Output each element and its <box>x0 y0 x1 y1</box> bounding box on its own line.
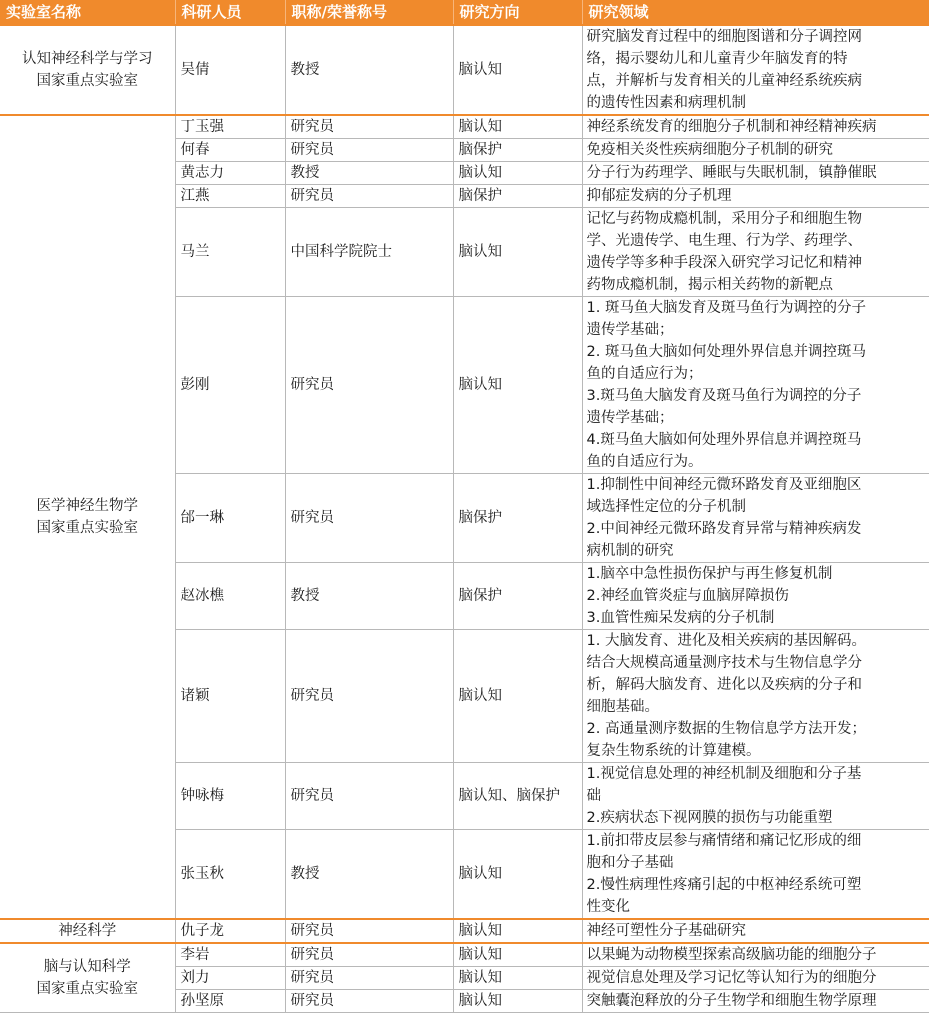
researcher-title: 研究员 <box>285 943 453 967</box>
researcher-name: 彭刚 <box>175 297 285 474</box>
researcher-name: 刘力 <box>175 967 285 990</box>
research-field-line: 病机制的研究 <box>586 543 674 559</box>
table-row <box>0 919 929 943</box>
research-field-line: 遗传学基础； <box>586 322 674 338</box>
lab-name-line: 脑与认知科学 <box>43 959 131 975</box>
research-direction: 脑认知 <box>453 943 582 967</box>
research-field <box>582 297 929 474</box>
research-field-line: 域选择性定位的分子机制 <box>586 499 746 515</box>
research-field-line: 2.中间神经元微环路发育异常与精神疾病发 <box>586 521 862 537</box>
researcher-title: 研究员 <box>285 763 453 830</box>
research-field-line: 性变化 <box>586 899 630 915</box>
researcher-title: 研究员 <box>285 115 453 139</box>
research-field <box>582 115 929 139</box>
researcher-name: 孙坚原 <box>175 990 285 1013</box>
research-field <box>582 139 929 162</box>
researcher-title: 教授 <box>285 563 453 630</box>
research-field <box>582 25 929 115</box>
research-direction: 脑认知 <box>453 967 582 990</box>
header-row <box>0 0 929 25</box>
researcher-title: 研究员 <box>285 630 453 763</box>
research-field <box>582 563 929 630</box>
research-direction: 脑认知、脑保护 <box>453 763 582 830</box>
research-field-line: 1.抑制性中间神经元微环路发育及亚细胞区 <box>586 477 862 493</box>
research-field-line: 础 <box>586 788 601 804</box>
research-field <box>582 185 929 208</box>
research-field-line: 2.疾病状态下视网膜的损伤与功能重塑 <box>586 810 833 826</box>
lab-name-line: 医学神经生物学 <box>36 498 138 514</box>
researcher-title: 研究员 <box>285 919 453 943</box>
researcher-title: 教授 <box>285 25 453 115</box>
research-field <box>582 919 929 943</box>
research-field-line: 析，解码大脑发育、进化以及疾病的分子和 <box>586 677 862 693</box>
research-direction: 脑保护 <box>453 185 582 208</box>
research-field-line: 4.斑马鱼大脑如何处理外界信息并调控斑马 <box>586 432 862 448</box>
researcher-title: 教授 <box>285 830 453 920</box>
research-direction: 脑认知 <box>453 25 582 115</box>
research-field-line: 3.血管性痴呆发病的分子机制 <box>586 610 775 626</box>
research-field-line: 研究脑发育过程中的细胞图谱和分子调控网 <box>586 29 862 45</box>
research-field-line: 1.脑卒中急性损伤保护与再生修复机制 <box>586 566 833 582</box>
header-lab-name: 实验室名称 <box>0 0 175 25</box>
researcher-title: 研究员 <box>285 967 453 990</box>
research-field-line: 2.慢性病理性疼痛引起的中枢神经系统可塑 <box>586 877 862 893</box>
research-direction: 脑认知 <box>453 919 582 943</box>
research-field <box>582 630 929 763</box>
research-direction: 脑保护 <box>453 474 582 563</box>
research-field <box>582 943 929 967</box>
lab-name-line: 国家重点实验室 <box>36 73 138 89</box>
researcher-name: 吴倩 <box>175 25 285 115</box>
research-field-line: 分子行为药理学、睡眠与失眠机制，镇静催眠 <box>586 165 877 181</box>
researcher-title: 研究员 <box>285 474 453 563</box>
research-direction: 脑认知 <box>453 297 582 474</box>
lab-name-line: 认知神经科学与学习 <box>22 51 153 67</box>
research-field-line: 细胞基础。 <box>586 699 659 715</box>
research-field-line: 复杂生物系统的计算建模。 <box>586 743 761 759</box>
table-row <box>0 115 929 139</box>
research-direction: 脑保护 <box>453 563 582 630</box>
lab-name-cell <box>0 25 175 115</box>
research-direction: 脑认知 <box>453 115 582 139</box>
researcher-title: 研究员 <box>285 990 453 1013</box>
header-field: 研究领域 <box>582 0 929 25</box>
research-field-line: 结合大规模高通量测序技术与生物信息学分 <box>586 655 862 671</box>
research-direction: 脑认知 <box>453 630 582 763</box>
researcher-title: 研究员 <box>285 297 453 474</box>
researcher-name: 马兰 <box>175 208 285 297</box>
researcher-name: 赵冰樵 <box>175 563 285 630</box>
research-field-line: 视觉信息处理及学习记忆等认知行为的细胞分 <box>586 970 877 986</box>
table-body <box>0 25 929 1013</box>
research-field-line: 2. 斑马鱼大脑如何处理外界信息并调控斑马 <box>586 344 866 360</box>
research-field-line: 点，并解析与发育相关的儿童神经系统疾病 <box>586 73 862 89</box>
researcher-title: 教授 <box>285 162 453 185</box>
research-field-line: 抑郁症发病的分子机理 <box>586 188 732 204</box>
research-field-line: 胞和分子基础 <box>586 855 674 871</box>
table-row <box>0 943 929 967</box>
research-field-line: 1.前扣带皮层参与痛情绪和痛记忆形成的细 <box>586 833 862 849</box>
header-direction: 研究方向 <box>453 0 582 25</box>
research-field-line: 学、光遗传学、电生理、行为学、药理学、 <box>586 233 862 249</box>
researcher-title: 研究员 <box>285 139 453 162</box>
lab-name-line: 神经科学 <box>58 923 117 939</box>
researcher-name: 丁玉强 <box>175 115 285 139</box>
researcher-name: 诸颖 <box>175 630 285 763</box>
researcher-title: 研究员 <box>285 185 453 208</box>
researcher-title: 中国科学院院士 <box>285 208 453 297</box>
research-direction: 脑保护 <box>453 139 582 162</box>
research-direction: 脑认知 <box>453 208 582 297</box>
research-field-line: 鱼的自适应行为。 <box>586 454 703 470</box>
researcher-name: 何春 <box>175 139 285 162</box>
research-field <box>582 967 929 990</box>
research-field-line: 突触囊泡释放的分子生物学和细胞生物学原理 <box>586 993 877 1009</box>
lab-name-cell <box>0 919 175 943</box>
research-direction: 脑认知 <box>453 830 582 920</box>
researcher-name: 钟咏梅 <box>175 763 285 830</box>
researcher-name: 李岩 <box>175 943 285 967</box>
research-field <box>582 162 929 185</box>
research-field <box>582 208 929 297</box>
header-researcher: 科研人员 <box>175 0 285 25</box>
lab-name-line: 国家重点实验室 <box>36 520 138 536</box>
table-row <box>0 25 929 115</box>
research-field-line: 药物成瘾机制，揭示相关药物的新靶点 <box>586 277 833 293</box>
research-field-line: 2.神经血管炎症与血脑屏障损伤 <box>586 588 789 604</box>
research-field-line: 记忆与药物成瘾机制，采用分子和细胞生物 <box>586 211 862 227</box>
research-field-line: 的遗传性因素和病理机制 <box>586 95 746 111</box>
research-field-line: 络，揭示婴幼儿和儿童青少年脑发育的特 <box>586 51 848 67</box>
lab-name-line: 国家重点实验室 <box>36 981 138 997</box>
header-title: 职称/荣誉称号 <box>285 0 453 25</box>
lab-name-cell <box>0 115 175 919</box>
research-direction: 脑认知 <box>453 162 582 185</box>
research-direction: 脑认知 <box>453 990 582 1013</box>
researcher-name: 邰一琳 <box>175 474 285 563</box>
researcher-name: 张玉秋 <box>175 830 285 920</box>
research-field-line: 鱼的自适应行为； <box>586 366 703 382</box>
research-field-line: 以果蝇为动物模型探索高级脑功能的细胞分子 <box>586 947 877 963</box>
research-field-line: 3.斑马鱼大脑发育及斑马鱼行为调控的分子 <box>586 388 862 404</box>
research-field-line: 遗传学基础； <box>586 410 674 426</box>
researcher-name: 江燕 <box>175 185 285 208</box>
research-field <box>582 474 929 563</box>
research-field-line: 1. 斑马鱼大脑发育及斑马鱼行为调控的分子 <box>586 300 866 316</box>
research-field-line: 神经可塑性分子基础研究 <box>586 923 746 939</box>
research-field-line: 遗传学等多种手段深入研究学习记忆和精神 <box>586 255 862 271</box>
researcher-name: 黄志力 <box>175 162 285 185</box>
research-field-line: 神经系统发育的细胞分子机制和神经精神疾病 <box>586 119 877 135</box>
researcher-name: 仇子龙 <box>175 919 285 943</box>
research-field <box>582 763 929 830</box>
research-field-line: 2. 高通量测序数据的生物信息学方法开发； <box>586 721 866 737</box>
lab-name-cell <box>0 943 175 1013</box>
research-field-line: 1.视觉信息处理的神经机制及细胞和分子基 <box>586 766 862 782</box>
research-field-line: 1. 大脑发育、进化及相关疾病的基因解码。 <box>586 633 866 649</box>
research-field-line: 免疫相关炎性疾病细胞分子机制的研究 <box>586 142 833 158</box>
research-field <box>582 990 929 1013</box>
research-field <box>582 830 929 920</box>
